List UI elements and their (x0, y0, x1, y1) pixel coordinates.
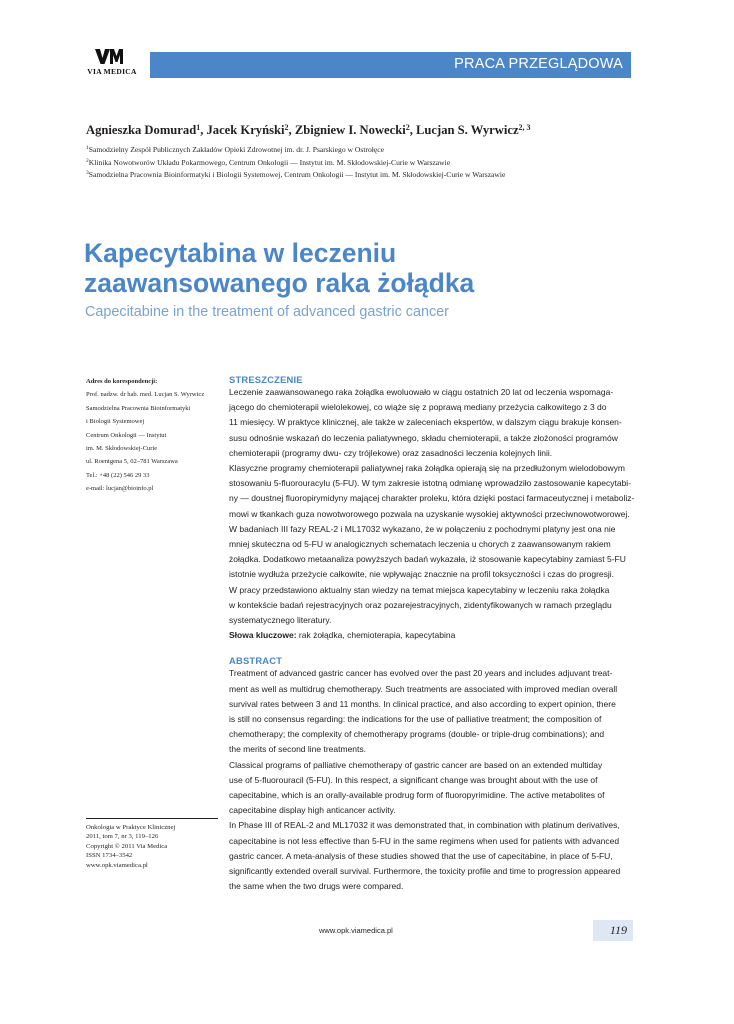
affiliation-line (86, 168, 505, 181)
abstract-column (229, 374, 633, 895)
keywords-line (229, 628, 633, 643)
author-name: Agnieszka Domurad (86, 123, 197, 137)
streszczenie-heading: STRESZCZENIE (229, 374, 303, 385)
text-line: Classical programs of palliative chemotherapy of gastric cancer are based on an extended multiday (229, 759, 603, 770)
correspondence-block (86, 375, 226, 496)
journal-info-line: Copyright © 2011 Via Medica (86, 842, 168, 850)
journal-info-line: 2011, tom 7, nr 3, 119–126 (86, 833, 159, 841)
correspondence-line: im. M. Skłodowskiej-Curie (86, 445, 158, 453)
text-line: systematycznego literatury. (229, 615, 332, 626)
text-line: capecitabine, which is an orally-available prodrug form of fluoropyrimidine. The active metabolites of (229, 790, 605, 801)
affiliation-text: Samodzielny Zespół Publicznych Zakładów Opieki Zdrowotnej im. dr. J. Psarskiego w Ostrołęce (88, 145, 385, 154)
text-line: W badaniach III fazy REAL-2 i ML17032 wykazano, że w połączeniu z pochodnymi platyny jest ona nie (229, 523, 616, 534)
abstract-body (229, 666, 633, 894)
page-number-box (593, 920, 633, 941)
text-line: W pracy przedstawiono aktualny stan wiedzy na temat miejsca kapecytabiny w leczeniu raka żołądka (229, 584, 610, 595)
article-title (84, 238, 474, 298)
affiliation-line (86, 156, 505, 169)
author-name: Zbigniew I. Nowecki (294, 123, 406, 137)
text-line: mowi w tkankach guza nowotworowego pozwala na uzyskanie wysokiej aktywności przeciwnowotworowej. (229, 508, 630, 519)
logo-text: VIA MEDICA (87, 67, 137, 76)
text-line: survival rates between 3 and 11 months. In clinical practice, and also according to expert opinion, there (229, 698, 616, 709)
journal-info-line: Onkologia w Praktyce Klinicznej (86, 824, 176, 831)
text-line: the merits of second line treatments. (229, 744, 367, 755)
text-line: istotnie wydłuża przeżycie całkowite, nie wpływając znacznie na profil toksyczności i czas do progresji. (229, 569, 615, 580)
text-line: stosowaniu 5-fluorouracylu (5-FU). W tym zakresie istotną odmianę wprowadziło zastosowanie kapecytabi- (229, 478, 632, 489)
affiliation-mark: 3 (86, 170, 89, 177)
text-line: jącego do chemioterapii wielolekowej, co wiąże się z poprawą mediany przeżycia całkowitego z 3 do (229, 402, 607, 413)
streszczenie-body (229, 385, 633, 643)
author-name: Jacek Kryński (206, 123, 285, 137)
article-title-english: Capecitabine in the treatment of advanced gastric cancer (85, 304, 449, 320)
author-affiliation-mark: 1 (196, 123, 201, 132)
correspondence-line: Prof. nadzw. dr hab. med. Lucjan S. Wyrwicz (86, 391, 205, 399)
correspondence-line: i Biologii Systemowej (86, 418, 145, 426)
affiliation-list (86, 143, 505, 181)
text-line: żołądka. Dodatkowo metaanaliza powyższych badań wykazała, iż stosowanie kapecytabiny zamiast 5-FU (229, 554, 626, 565)
correspondence-email: e-mail: lucjan@bioinfo.pl (86, 485, 154, 493)
affiliation-text: Klinika Nowotworów Układu Pokarmowego, Centrum Onkologii — Instytut im. M. Skłodowskiej-Curie w Warszawie (88, 157, 451, 167)
affiliation-mark: 1 (86, 145, 89, 151)
text-line: susu odnośnie wskazań do leczenia paliatywnego, składu chemioterapii, a także złożoności programów (229, 432, 618, 443)
section-label: PRACA PRZEGLĄDOWA (454, 56, 623, 72)
text-line: ny — doustnej fluoropirymidyny mającej charakter proleku, która dzięki postaci farmaceutycznej i metaboliz- (229, 493, 635, 504)
affiliation-line (86, 143, 505, 156)
author-name: Lucjan S. Wyrwicz (416, 123, 519, 137)
keywords-label: Słowa kluczowe: (229, 630, 297, 641)
text-line: Klasyczne programy chemioterapii paliatywnej raka żołądka opierają się na przedłużonym wielodobowym (229, 463, 625, 474)
author-affiliation-mark: 2 (405, 123, 410, 132)
affiliation-mark: 2 (86, 157, 89, 164)
via-medica-logo-icon (94, 48, 124, 65)
text-line: is still no consensus regarding: the indications for the use of palliative treatment; the composition of (229, 714, 602, 725)
author-affiliation-mark: 2, 3 (518, 123, 531, 132)
author-affiliation-mark: 2 (284, 123, 289, 132)
journal-info-url: www.opk.viamedica.pl (86, 861, 148, 869)
correspondence-line: Samodzielna Pracownia Bioinformatyki (86, 404, 191, 412)
correspondence-line: ul. Roentgena 5, 02–781 Warszawa (86, 458, 178, 466)
text-line: the same when the two drugs were compared. (229, 881, 404, 892)
correspondence-heading: Adres do korespondencji: (86, 378, 158, 385)
text-line: significantly extended overall survival. Furthermore, the toxicity profile and time to progression appeared (229, 866, 621, 877)
text-line: mniej skuteczna od 5-FU w analogicznych schematach leczenia u chorych z zaawansowanym rakiem (229, 539, 611, 550)
title-line: zaawansowanego raka żołądka (84, 268, 475, 298)
page-number: 119 (609, 923, 627, 937)
text-line: chemioterapii (programy dwu- czy trójlekowe) oraz zasadności leczenia kolejnych linii. (229, 447, 553, 458)
footer-url: www.opk.viamedica.pl (319, 926, 393, 935)
affiliation-text: Samodzielna Pracownia Bioinformatyki i Biologii Systemowej, Centrum Onkologii — Instytut im. M. Skłodowskiej-Curie w Warszawie (88, 170, 506, 180)
keywords-text: rak żołądka, chemioterapia, kapecytabina (296, 630, 456, 641)
correspondence-line: Tel.: +48 (22) 546 29 33 (86, 471, 150, 479)
text-line: capecitabine is not less effective than 5-FU in the same regimens when used for patients with advanced (229, 835, 620, 846)
abstract-heading: ABSTRACT (229, 655, 283, 667)
text-line: Leczenie zaawansowanego raka żołądka ewoluowało w ciągu ostatnich 20 lat od leczenia wspomaga- (229, 387, 614, 397)
via-medica-logo (84, 48, 140, 80)
text-line: chemotherapy; the complexity of chemotherapy programs (double- or triple-drug combinations); and (229, 729, 605, 740)
author-list: Agnieszka Domurad$^1$, Jacek Kryński$^2$, Zbigniew I. Nowecki$^2$, Lucjan S. Wyrwicz$^{2, 3}$ (86, 123, 531, 137)
text-line: w kontekście badań rejestracyjnych oraz pozarejestracyjnych, zidentyfikowanych w ramach przeglądu (229, 599, 612, 610)
text-line: 11 miesięcy. W praktyce klinicznej, ale także w zaleceniach ekspertów, w dalszym ciągu brakuje konsen- (229, 417, 622, 428)
text-line: In Phase III of REAL-2 and ML17032 it was demonstrated that, in combination with platinum derivatives, (229, 820, 620, 831)
correspondence-line: Centrum Onkologii — Instytut (86, 431, 167, 439)
text-line: capecitabine display high anticancer activity. (229, 805, 396, 816)
text-line: Treatment of advanced gastric cancer has evolved over the past 20 years and includes adjuvant treat- (229, 668, 613, 679)
title-line: Kapecytabina w leczeniu (84, 238, 397, 268)
text-line: gastric cancer. A meta-analysis of these studies showed that the use of capecitabine, in place of 5-FU, (229, 850, 613, 861)
text-line: use of 5-fluorouracil (5-FU). In this respect, a significant change was brought about with the use of (229, 774, 598, 785)
section-banner (150, 52, 631, 78)
journal-info-line: ISSN 1734–3542 (86, 852, 133, 860)
journal-info (86, 818, 218, 870)
text-line: ment as well as multidrug chemotherapy. Such treatments are associated with improved median overall (229, 683, 618, 694)
